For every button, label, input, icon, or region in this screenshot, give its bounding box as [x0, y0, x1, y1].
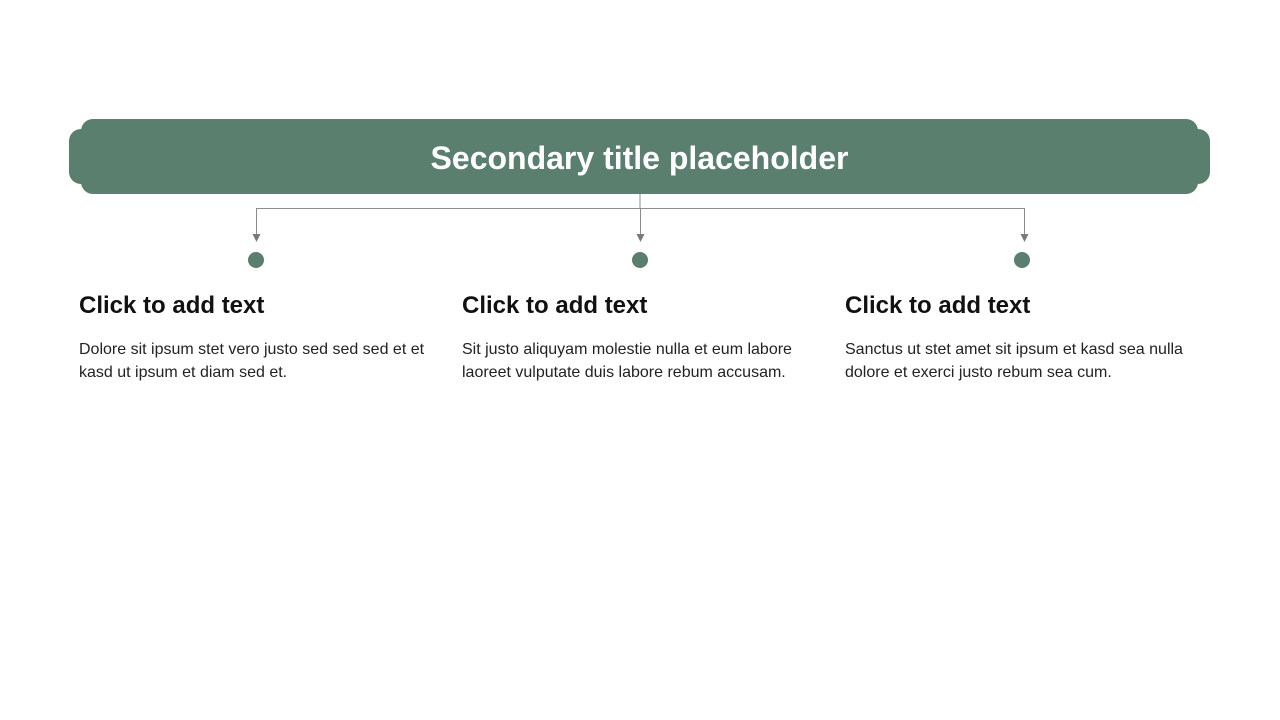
column-heading[interactable]: Click to add text	[845, 292, 1031, 319]
column-2	[462, 288, 822, 384]
column-3	[845, 288, 1205, 384]
column-heading[interactable]: Click to add text	[462, 292, 648, 319]
column-1	[79, 288, 439, 384]
column-body[interactable]: Sit justo aliquyam molestie nulla et eum labore laoreet vulputate duis labore rebum accusam.	[462, 341, 792, 381]
bullet-dot-3	[1014, 252, 1030, 268]
column-heading[interactable]: Click to add text	[79, 292, 265, 319]
bullet-dot-1	[248, 252, 264, 268]
column-body[interactable]: Sanctus ut stet amet sit ipsum et kasd sea nulla dolore et exerci justo rebum sea cum.	[845, 341, 1183, 381]
bullet-dot-2	[632, 252, 648, 268]
column-body[interactable]: Dolore sit ipsum stet vero justo sed sed sed et et kasd ut ipsum et diam sed et.	[79, 341, 425, 381]
banner-title[interactable]: Secondary title placeholder	[430, 140, 849, 176]
